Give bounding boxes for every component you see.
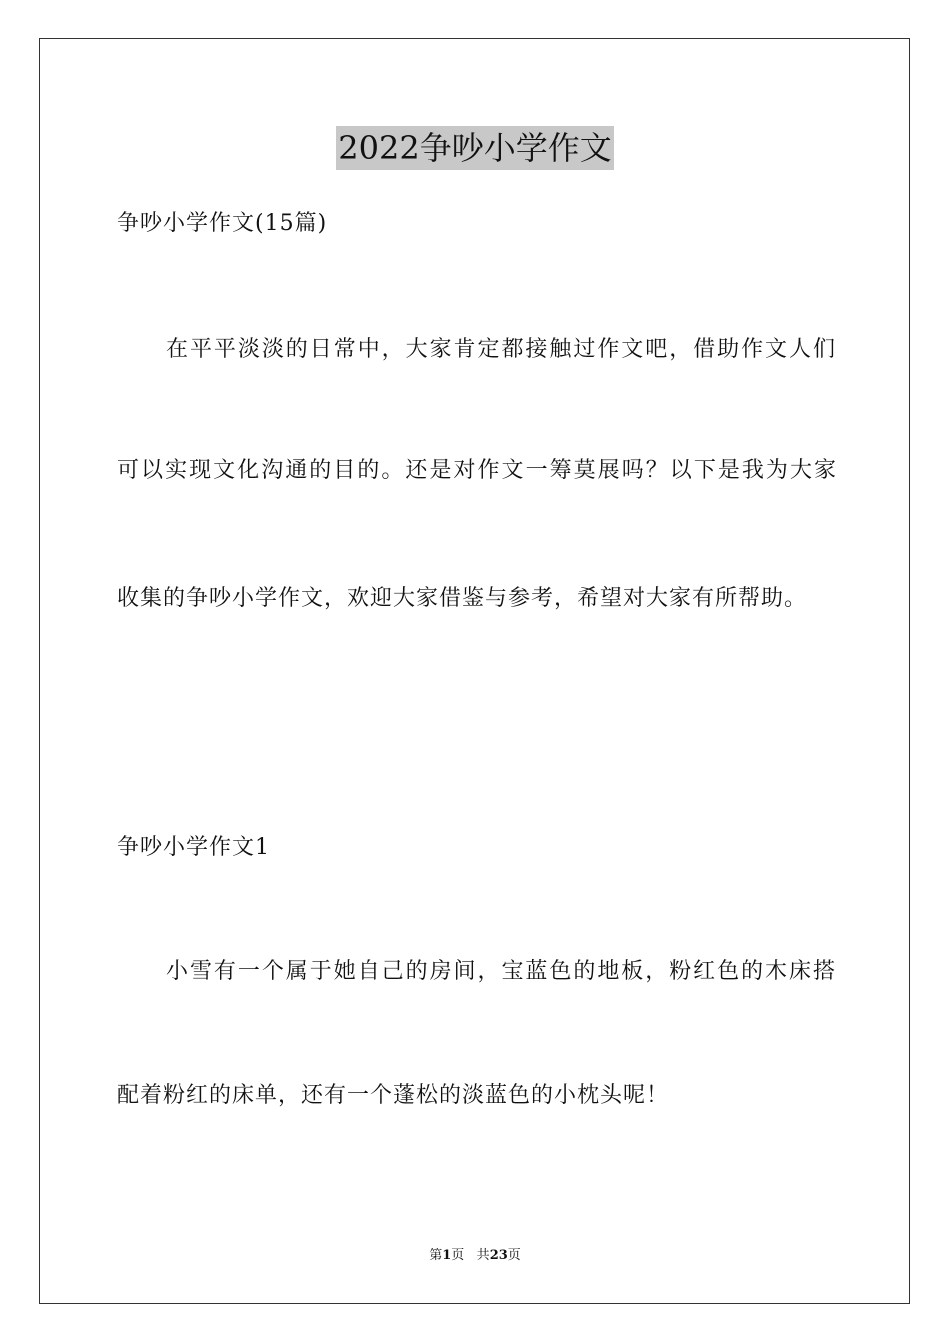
footer-total-suffix: 页 (507, 1248, 521, 1263)
intro-line-1: 在平平淡淡的日常中，大家肯定都接触过作文吧，借助作文人们 (166, 337, 836, 362)
document-title-block (0, 126, 950, 170)
document-subtitle: 争吵小学作文(15篇) (117, 211, 328, 236)
document-title: 2022争吵小学作文 (336, 126, 613, 170)
body-line-2: 配着粉红的床单，还有一个蓬松的淡蓝色的小枕头呢！ (117, 1083, 670, 1108)
footer-total-prefix: 共 (476, 1248, 490, 1263)
footer-prefix: 第 (429, 1248, 443, 1263)
footer-page-number: 1 (442, 1248, 452, 1263)
intro-line-3: 收集的争吵小学作文，欢迎大家借鉴与参考，希望对大家有所帮助。 (117, 586, 808, 611)
footer-total-pages: 23 (489, 1248, 508, 1263)
page-footer (0, 1247, 950, 1265)
intro-line-2: 可以实现文化沟通的目的。还是对作文一筹莫展吗？以下是我为大家 (117, 458, 837, 483)
body-line-1: 小雪有一个属于她自己的房间，宝蓝色的地板，粉红色的木床搭 (166, 959, 836, 984)
footer-page-suffix: 页 (451, 1248, 465, 1263)
section-heading: 争吵小学作文1 (117, 835, 270, 860)
